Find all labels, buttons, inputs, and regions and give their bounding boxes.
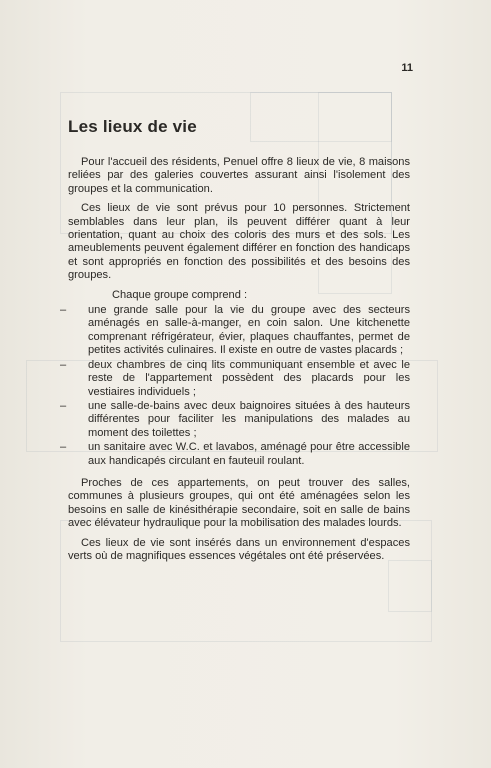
paragraph: Ces lieux de vie sont insérés dans un environnement d'espaces verts où de magnifiques essences végétales ont été préservées. xyxy=(68,536,410,562)
list-item-text: deux chambres de cinq lits communiquant ensemble et avec le reste de l'appartement possèdent des placards pour les vestiaires individuels ; xyxy=(88,358,410,398)
list-intro: Chaque groupe comprend : xyxy=(112,288,248,301)
paragraph: Ces lieux de vie sont prévus pour 10 personnes. Strictement semblables dans leur plan, ils peuvent différer quant à leur orientation, quant au choix des coloris des murs et des sols. Les ameublements peuvent également différer en fonction des handicaps et sont appropriés en fonction des possibilités et des besoins des groupes. xyxy=(68,202,410,282)
list-item xyxy=(60,358,410,399)
page-number: 11 xyxy=(401,62,413,74)
paragraph: Pour l'accueil des résidents, Penuel offre 8 lieux de vie, 8 maisons reliées par des galeries couvertes assurant ainsi l'isolement des groupes et la communication. xyxy=(68,156,410,195)
body-text xyxy=(60,156,410,569)
list-item xyxy=(60,441,410,468)
amenities-list xyxy=(60,304,410,468)
paragraph: Proches de ces appartements, on peut trouver des salles, communes à plusieurs groupes, qui ont été aménagées selon les besoins en salle de kinésithérapie secondaire, soit en salle de bains avec élévateur hydraulique pour la mobilisation des malades lourds. xyxy=(68,476,410,530)
list-item-text: une grande salle pour la vie du groupe avec des secteurs aménagés en salle-à-manger, en coin salon. Une kitchenette comprenant réfrigérateur, évier, plaques chauffantes, permet de petites activités culinaires. Il existe en outre de vastes placards ; xyxy=(88,304,410,357)
list-item xyxy=(60,399,410,440)
dash-bullet: – xyxy=(60,304,67,317)
dash-bullet: – xyxy=(60,358,67,371)
dash-bullet: – xyxy=(60,441,67,454)
section-heading: Les lieux de vie xyxy=(68,117,197,136)
list-item-text: un sanitaire avec W.C. et lavabos, aménagé pour être accessible aux handicapés circulant en fauteuil roulant. xyxy=(88,441,410,467)
list-item-text: une salle-de-bains avec deux baignoires situées à des hauteurs différentes pour faciliter les manipulations des malades au moment des toilettes ; xyxy=(88,399,410,439)
list-item xyxy=(60,304,410,358)
dash-bullet: – xyxy=(60,399,67,412)
